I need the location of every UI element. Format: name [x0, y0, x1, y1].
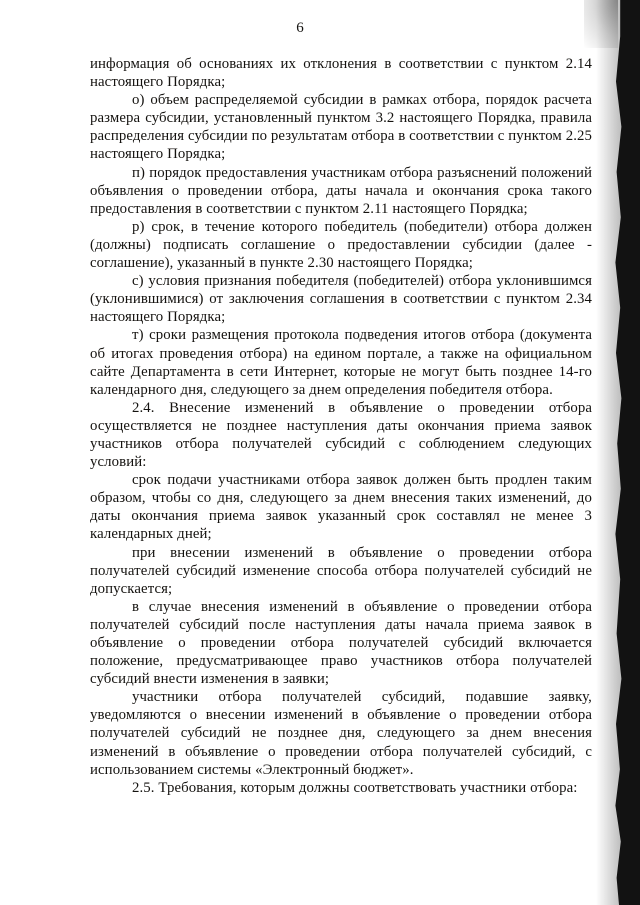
- paragraph: в случае внесения изменений в объявление о проведении отбора получателей субсидий после наступления даты начала приема заявок в объявление о проведении отбора получателей субсидий включается положение, предусматривающее право участников отбора получателей субсидий внести изменения в заявки;: [90, 598, 592, 688]
- paragraph: 2.5. Требования, которым должны соответствовать участники отбора:: [132, 779, 578, 796]
- paragraph: 2.4. Внесение изменений в объявление о проведении отбора осуществляется не позднее наступления даты окончания приема заявок участников отбора получателей субсидий с соблюдением следующих условий:: [90, 399, 592, 471]
- paragraph: о) объем распределяемой субсидии в рамках отбора, порядок расчета размера субсидии, установленный пунктом 3.2 настоящего Порядка, правила распределения субсидии по результатам отбора в соответствии с пунктом 2.25 настоящего Порядка;: [90, 92, 592, 163]
- paragraph: т) сроки размещения протокола подведения итогов отбора (документа об итогах проведения отбора) на едином портале, а также на официальном сайте Департамента в сети Интернет, которые не могут быть позднее 14-го календарного дня, следующего за днем определения победителя отбора.: [90, 327, 592, 398]
- paragraph: при внесении изменений в объявление о проведении отбора получателей субсидий изменение способа отбора получателей субсидий не допускается;: [90, 544, 592, 597]
- paragraph: п) порядок предоставления участникам отбора разъяснений положений объявления о проведении отбора, даты начала и окончания срока такого предоставления в соответствии с пунктом 2.11 настоящего Порядка;: [90, 164, 592, 217]
- paragraph: с) условия признания победителя (победителей) отбора уклонившимся (уклонившимися) от заключения соглашения в соответствии с пунктом 2.34 настоящего Порядка;: [90, 273, 592, 326]
- paragraph: участники отбора получателей субсидий, подавшие заявку, уведомляются о внесении изменений в объявление о проведении отбора получателей субсидий не позднее дня, следующего за днем внесения изменений в объявление о проведении отбора получателей субсидий, с использованием системы «Электронный бюджет».: [90, 689, 592, 778]
- paragraph: информация об основаниях их отклонения в соответствии с пунктом 2.14 настоящего Порядка;: [90, 56, 592, 91]
- paragraph: срок подачи участниками отбора заявок должен быть продлен таким образом, чтобы со дня, следующего за днем внесения таких изменений, до даты окончания приема заявок указанный срок составлял не менее 3 календарных дней;: [90, 472, 592, 543]
- document-body: [90, 55, 592, 797]
- page-number: 6: [296, 20, 304, 36]
- paragraph: р) срок, в течение которого победитель (победители) отбора должен (должны) подписать соглашение о предоставлении субсидии (далее - соглашение), указанный в пункте 2.30 настоящего Порядка;: [90, 218, 592, 272]
